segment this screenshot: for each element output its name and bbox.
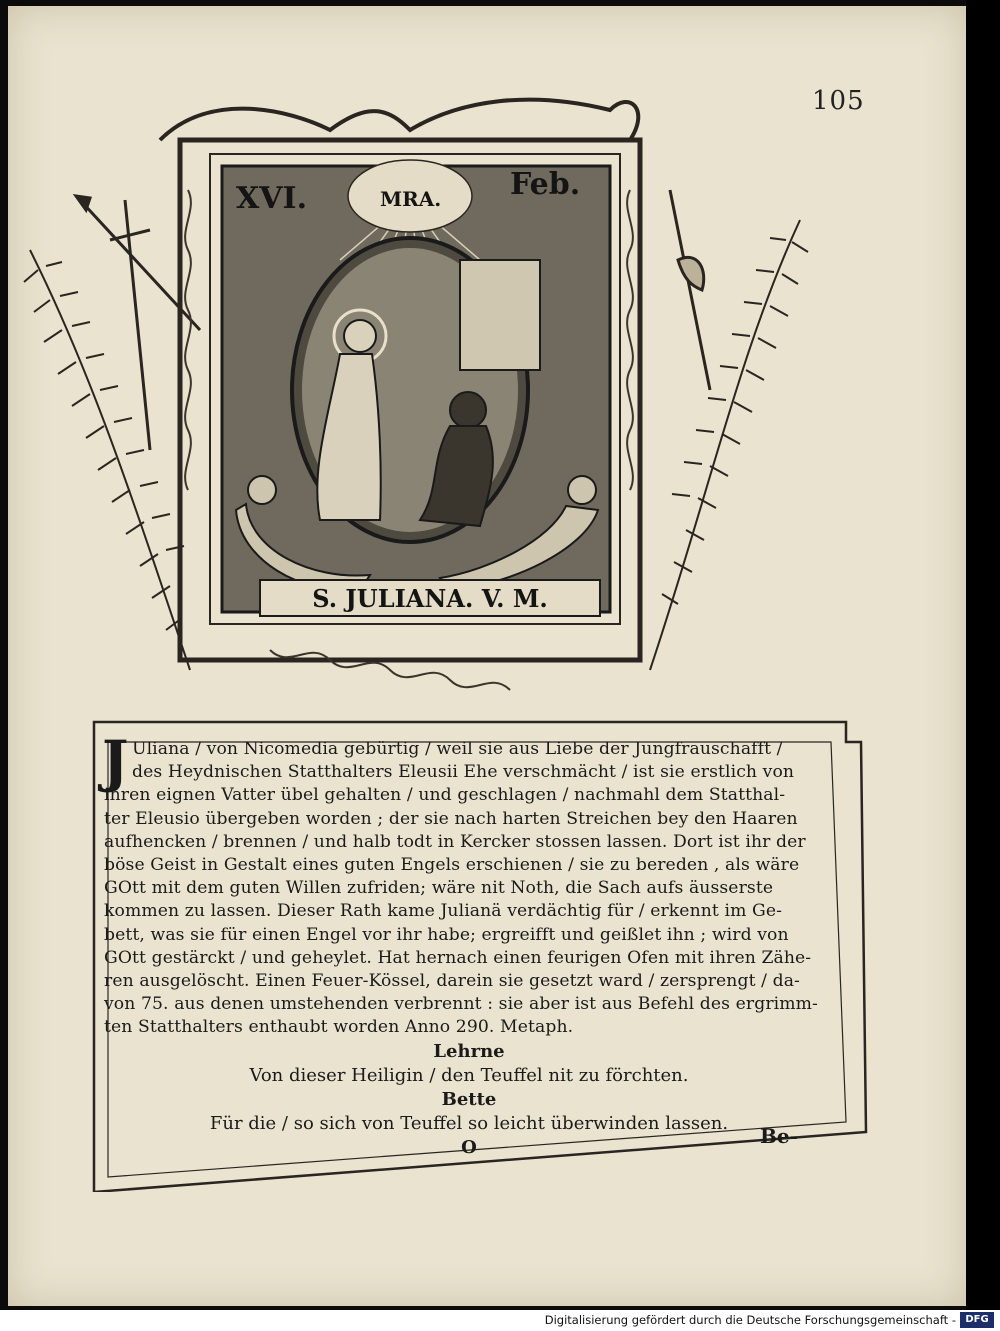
text-line: ten Statthalters enthaubt worden Anno 290. Metaph. [104,1017,574,1038]
catchword: Be- [760,1124,798,1148]
text-line: ter Eleusio übergeben worden ; der sie nach harten Streichen bey den Haaren [104,808,798,829]
legend-text [102,729,834,1160]
axe-icon [670,190,710,390]
text-line: GOtt mit dem guten Willen zufriden; wäre nit Noth, die Sach aufs äusserste [104,878,774,899]
text-line: aufhencken / brennen / und halb todt in Kercker stossen lassen. Dort ist ihr der [104,831,806,852]
lehre-heading: Lehrne [433,1040,505,1062]
text-line: ren ausgelöscht. Einen Feuer-Kössel, darein sie gesetzt ward / zersprengt / da- [104,971,800,992]
plate-month: Feb. [510,167,581,202]
text-line: von 75. aus denen umstehenden verbrennt : sie aber ist aus Befehl des ergrimm- [104,994,818,1015]
footer-credit: Digitalisierung gefördert durch die Deutsche Forschungsgemeinschaft - [544,1313,956,1327]
text-line: böse Geist in Gestalt eines guten Engels erschienen / sie zu bereden , als wäre [104,855,800,876]
plate-day-number: XVI. [236,181,308,216]
text-line: bett, was sie für einen Engel vor ihr habe; ergreifft und geißlet ihn ; wird von [104,924,789,945]
palm-branch-right [650,220,808,670]
palm-branch-left [24,250,190,670]
amen-mark: O [461,1136,477,1158]
dfg-logo[interactable]: DFG [960,1312,994,1328]
text-line: ihren eignen Vatter übel gehalten / und geschlagen / nachmahl dem Statthal- [104,785,786,806]
text-line: Uliana / von Nicomedia gebürtig / weil sie aus Liebe der Jungfrauschafft / [132,739,783,759]
scan-edge [966,0,1000,1310]
plate-monogram: MRA. [380,187,442,211]
lehre-text: Von dieser Heiligin / den Teuffel nit zu förchten. [249,1064,689,1086]
text-line: kommen zu lassen. Dieser Rath kame Julianä verdächtig für / erkennt im Ge- [104,901,783,922]
plate-caption: S. JULIANA. V. M. [312,584,548,613]
text-line: des Heydnischen Statthalters Eleusii Ehe verschmächt / ist sie erstlich von [132,762,795,783]
text-line: GOtt gestärckt / und geheylet. Hat hernach einen feurigen Ofen mit ihren Zähe- [104,947,812,968]
engraving-illustration [10,70,860,710]
drop-capital: J [102,729,129,795]
bette-heading: Bette [441,1088,497,1110]
bette-text: Für die / so sich von Teuffel so leicht überwinden lassen. [209,1112,729,1134]
page-number: 105 [812,86,865,116]
footer-bar [0,1310,1000,1331]
